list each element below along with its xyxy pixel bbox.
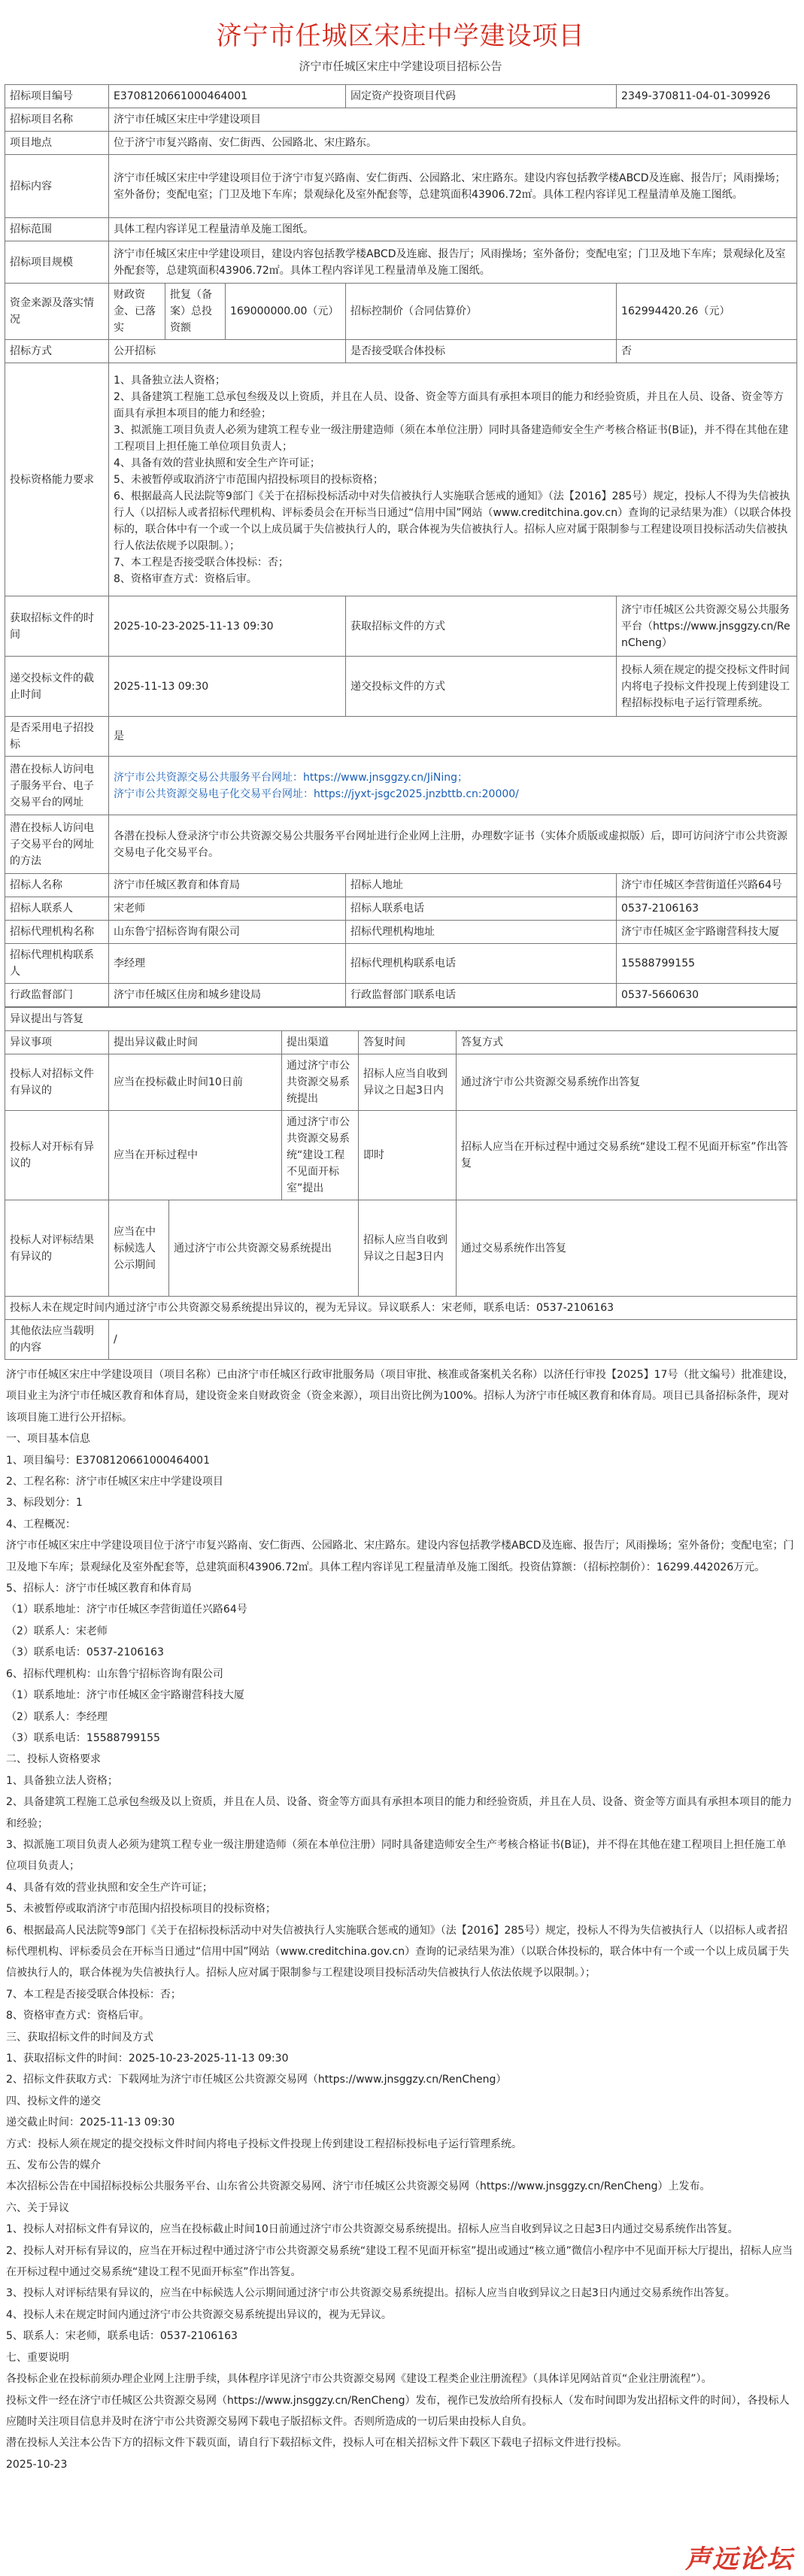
bid-no-label: 招标项目编号 — [5, 85, 109, 108]
body-line: 二、投标人资格要求 — [6, 1753, 101, 1766]
tenderer-addr-value: 济宁市任城区李营街道任兴路64号 — [617, 874, 797, 897]
objection-deadline: 应当在投标截止时间10日前 — [109, 1054, 282, 1111]
get-time-label: 获取招标文件的时间 — [5, 596, 109, 657]
supervise-value: 济宁市任城区住房和城乡建设局 — [109, 984, 346, 1007]
body-line: 5、联系人：宋老师，联系电话：0537-2106163 — [6, 2330, 238, 2343]
method-value: 公开招标 — [109, 340, 346, 363]
project-name-value: 济宁市任城区宋庄中学建设项目 — [109, 108, 797, 132]
objection-deadline: 应当在中标候选人公示期间 — [109, 1200, 169, 1297]
ability-item: 8、资格审查方式：资格后审。 — [114, 572, 257, 585]
other-value: / — [109, 1320, 797, 1360]
union-value: 否 — [617, 340, 797, 363]
body-line: 3、拟派施工项目负责人必须为建筑工程专业一级注册建造师（须在本单位注册）同时具备建造师安全生产考核合格证书(B证)，并不得在其他在建工程项目上担任施工单位项目负责人； — [6, 1838, 787, 1873]
tenderer-person-value: 宋老师 — [109, 897, 346, 921]
body-line: 各投标企业在投标前须办理企业网上注册手续，具体程序详见济宁市公共资源交易网《建设工程类企业注册流程》（具体详见网站首页“企业注册流程”）。 — [6, 2373, 712, 2386]
body-line: （2）联系人：李经理 — [6, 1710, 108, 1723]
objection-channel: 通过济宁市公共资源交易系统提出 — [169, 1200, 359, 1297]
supervise-label: 行政监督部门 — [5, 984, 109, 1007]
body-line: （1）联系地址：济宁市任城区李营街道任兴路64号 — [6, 1604, 247, 1616]
agent-person-value: 李经理 — [109, 944, 346, 984]
info-table — [5, 84, 797, 1007]
submit-way-value: 投标人须在规定的提交投标文件时间内将电子投标文件投现上传到建设工程招标投标电子运行管理系统。 — [617, 657, 797, 717]
body-line: 递交截止时间：2025-11-13 09:30 — [6, 2116, 175, 2129]
body-line: 1、项目编号：E3708120661000464001 — [6, 1454, 210, 1467]
body-line: 8、资格审查方式：资格后审。 — [6, 2010, 150, 2022]
objection-header: 提出异议截止时间 — [109, 1031, 282, 1054]
body-line: 7、本工程是否接受联合体投标：否； — [6, 1988, 181, 2001]
ability-item: 2、具备建筑工程施工总承包叁级及以上资质，并且在人员、设备、资金等方面具有承担本项目的能力和经验资质，并且在人员、设备、资金等方面具有承担本项目的能力和经验； — [114, 390, 784, 420]
service-platform-value — [109, 757, 797, 815]
objection-header: 答复方式 — [457, 1031, 797, 1054]
page-title: 济宁市任城区宋庄中学建设项目 — [216, 21, 585, 51]
ability-item: 6、根据最高人民法院等9部门《关于在招标投标活动中对失信被执行人实施联合惩戒的通知》（法【2016】285号）规定，投标人不得为失信被执行人（以招标人或者招标代理机构、评标委员会在开标当日通过“信用中国”网站（www.creditchina.gov.cn）查询的记录结果为准）（以联合体投标的，联合体中有一个或一个以上成员属于失信被执行人的，联合体视为失信被执行人。招标人应对属于限制参与工程建设项目投标活动失信被执行人依法依规予以限制。）； — [114, 490, 792, 552]
body-line: 4、工程概况： — [6, 1518, 76, 1531]
body-line: 方式：投标人须在规定的提交投标文件时间内将电子投标文件投现上传到建设工程招标投标电子运行管理系统。 — [6, 2138, 522, 2150]
page-subtitle: 济宁市任城区宋庄中学建设项目招标公告 — [299, 59, 502, 73]
body-line: 四、投标文件的递交 — [6, 2095, 101, 2107]
objection-table — [5, 1007, 797, 1360]
announcement-page — [5, 0, 796, 2475]
service-platform-label: 潜在投标人访问电子服务平台、电子交易平台的网址 — [5, 757, 109, 815]
objection-reply-way: 招标人应当在开标过程中通过交易系统“建设工程不见面开标室”作出答复 — [457, 1111, 797, 1200]
body-line: 2、招标文件获取方式：下载网址为济宁市任城区公共资源交易网（https://www.jnsggzy.cn/RenCheng） — [6, 2074, 507, 2086]
tenderer-phone-label: 招标人联系电话 — [346, 897, 617, 921]
trade-platform-link[interactable]: 济宁市公共资源交易电子化交易平台网址：https://jyxt-jsgc2025.jnzbttb.cn:20000/ — [114, 787, 519, 800]
approve-value: 169000000.00（元） — [226, 284, 346, 340]
get-time-value: 2025-10-23-2025-11-13 09:30 — [109, 596, 346, 657]
electronic-value: 是 — [109, 717, 797, 757]
scale-value: 济宁市任城区宋庄中学建设项目，建设内容包括教学楼ABCD及连廊、报告厅；风雨操场；室外备份；变配电室；门卫及地下车库；景观绿化及室外配套等，总建筑面积43906.72㎡。具体工程内容详见工程量清单及施工图纸。 — [109, 241, 797, 284]
objection-item: 投标人对招标文件有异议的 — [5, 1054, 109, 1111]
tenderer-label: 招标人名称 — [5, 874, 109, 897]
control-label: 招标控制价（合同估算价） — [346, 284, 617, 340]
get-way-label: 获取招标文件的方式 — [346, 596, 617, 657]
union-label: 是否接受联合体投标 — [346, 340, 617, 363]
electronic-label: 是否采用电子招投标 — [5, 717, 109, 757]
method-label: 招标方式 — [5, 340, 109, 363]
body-line: 投标文件一经在济宁市任城区公共资源交易网（https://www.jnsggzy.cn/RenCheng）发布，视作已发放给所有投标人（发布时间即为发出招标文件的时间），各投标人应随时关注项目信息并及时在济宁市公共资源交易网下载电子版招标文件。否则所造成的一切后果由投标人自负。 — [6, 2394, 790, 2428]
scale-label: 招标项目规模 — [5, 241, 109, 284]
objection-reply-time: 即时 — [359, 1111, 457, 1200]
body-line: 七、重要说明 — [6, 2351, 69, 2364]
project-name-label: 招标项目名称 — [5, 108, 109, 132]
service-platform-link[interactable]: 济宁市公共资源交易公共服务平台网址：https://www.jnsggzy.cn/JiNing； — [114, 771, 469, 784]
objection-header: 提出渠道 — [282, 1031, 359, 1054]
tenderer-phone-value: 0537-2106163 — [617, 897, 797, 921]
objection-channel: 通过济宁市公共资源交易系统“建设工程不见面开标室”提出 — [282, 1111, 359, 1200]
body-line: 4、具备有效的营业执照和安全生产许可证； — [6, 1881, 213, 1894]
scope-label: 招标范围 — [5, 218, 109, 241]
objection-header: 异议事项 — [5, 1031, 109, 1054]
scope-value: 具体工程内容详见工程量清单及施工图纸。 — [109, 218, 797, 241]
objection-note: 投标人未在规定时间内通过济宁市公共资源交易系统提出异议的，视为无异议。异议联系人：宋老师，联系电话：0537-2106163 — [5, 1297, 797, 1320]
body-line: （2）联系人：宋老师 — [6, 1625, 108, 1637]
body-line: 6、根据最高人民法院等9部门《关于在招标投标活动中对失信被执行人实施联合惩戒的通知》（法【2016】285号）规定，投标人不得为失信被执行人（以招标人或者招标代理机构、评标委员会在开标当日通过“信用中国”网站（www.creditchina.gov.cn）查询的记录结果为准）（以联合体投标的，联合体中有一个或一个以上成员属于失信被执行人的，联合体视为失信被执行人。招标人应对属于限制参与工程建设项目投标活动失信被执行人依法依规予以限制。）； — [6, 1924, 790, 1980]
body-line: 2、投标人对开标有异议的，应当在开标过程中通过济宁市公共资源交易系统“建设工程不见面开标室”提出或通过“核立通”微信小程序中不见面开标大厅提出，招标人应当在开标过程中通过交易系统“建设工程不见面开标室”作出答复。 — [6, 2244, 793, 2279]
body-line: 潜在投标人关注本公告下方的招标文件下载页面，请自行下载招标文件，投标人可在相关招标文件下载区下载电子招标文件进行投标。 — [6, 2437, 627, 2450]
body-line: 5、招标人：济宁市任城区教育和体育局 — [6, 1582, 192, 1595]
agent-addr-label: 招标代理机构地址 — [346, 921, 617, 944]
body-line: 2、具备建筑工程施工总承包叁级及以上资质，并且在人员、设备、资金等方面具有承担本项目的能力和经验资质，并且在人员、设备、资金等方面具有承担本项目的能力和经验； — [6, 1796, 792, 1830]
tenderer-addr-label: 招标人地址 — [346, 874, 617, 897]
other-label: 其他依法应当载明的内容 — [5, 1320, 109, 1360]
submit-time-value: 2025-11-13 09:30 — [109, 657, 346, 717]
ability-label: 投标资格能力要求 — [5, 363, 109, 596]
objection-header: 答复时间 — [359, 1031, 457, 1054]
ability-item: 5、未被暂停或取消济宁市范围内招投标项目的投标资格； — [114, 473, 384, 486]
location-label: 项目地点 — [5, 132, 109, 155]
location-value: 位于济宁市复兴路南、安仁街西、公园路北、宋庄路东。 — [109, 132, 797, 155]
submit-time-label: 递交投标文件的截止时间 — [5, 657, 109, 717]
body-line: 3、标段划分：1 — [6, 1497, 83, 1509]
tenderer-value: 济宁市任城区教育和体育局 — [109, 874, 346, 897]
ability-item: 7、本工程是否接受联合体投标：否； — [114, 556, 289, 569]
objection-reply-way: 通过济宁市公共资源交易系统作出答复 — [457, 1054, 797, 1111]
get-way-value[interactable]: 济宁市任城区公共资源交易公共服务平台（https://www.jnsggzy.cn/RenCheng） — [617, 596, 797, 657]
agent-phone-label: 招标代理机构联系电话 — [346, 944, 617, 984]
tenderer-person-label: 招标人联系人 — [5, 897, 109, 921]
platform-method-label: 潜在投标人访问电子交易平台的网址的方法 — [5, 815, 109, 874]
agent-person-label: 招标代理机构联系人 — [5, 944, 109, 984]
objection-item: 投标人对评标结果有异议的 — [5, 1200, 109, 1297]
body-intro: 济宁市任城区宋庄中学建设项目（项目名称）已由济宁市任城区行政审批服务局（项目审批、核准或备案机关名称）以济任行审投【2025】17号（批文编号）批准建设，项目业主为济宁市任城区教育和体育局，建设资金来自财政资金（资金来源），项目出资比例为100%。招标人为济宁市任城区教育和体育局。项目已具备招标条件，现对该项目施工进行公开招标。 — [6, 1369, 794, 1424]
platform-method-value: 各潜在投标人登录济宁市公共资源交易公共服务平台网址进行企业网上注册，办理数字证书（实体介质版或虚拟版）后，即可访问济宁市公共资源交易电子化交易平台。 — [109, 815, 797, 874]
invest-code-value: 2349-370811-04-01-309926 — [617, 85, 797, 108]
submit-way-label: 递交投标文件的方式 — [346, 657, 617, 717]
body-line: 1、投标人对招标文件有异议的，应当在投标截止时间10日前通过济宁市公共资源交易系统提出。招标人应当自收到异议之日起3日内通过交易系统作出答复。 — [6, 2223, 739, 2236]
objection-reply-time: 招标人应当自收到异议之日起3日内 — [359, 1054, 457, 1111]
body-line: 本次招标公告在中国招标投标公共服务平台、山东省公共资源交易网、济宁市任城区公共资源交易网（https://www.jnsggzy.cn/RenCheng）上发布。 — [6, 2180, 711, 2193]
agent-addr-value: 济宁市任城区金宇路谢营科技大厦 — [617, 921, 797, 944]
body-line: 6、招标代理机构：山东鲁宁招标咨询有限公司 — [6, 1667, 223, 1680]
objection-deadline: 应当在开标过程中 — [109, 1111, 282, 1200]
control-value: 162994420.26（元） — [617, 284, 797, 340]
body-line: 2、工程名称：济宁市任城区宋庄中学建设项目 — [6, 1476, 223, 1488]
body-line: 4、投标人未在规定时间内通过济宁市公共资源交易系统提出异议的，视为无异议。 — [6, 2308, 392, 2321]
objection-channel: 通过济宁市公共资源交易系统提出 — [282, 1054, 359, 1111]
body-line: 3、投标人对评标结果有异议的，应当在中标候选人公示期间通过济宁市公共资源交易系统提出。招标人应当自收到异议之日起3日内通过交易系统作出答复。 — [6, 2287, 736, 2300]
objection-title: 异议提出与答复 — [5, 1008, 797, 1031]
body-line: （3）联系电话：0537-2106163 — [6, 1646, 164, 1659]
body-line: 2025-10-23 — [6, 2458, 68, 2471]
body-line: 1、获取招标文件的时间：2025-10-23-2025-11-13 09:30 — [6, 2053, 289, 2065]
objection-item: 投标人对开标有异议的 — [5, 1111, 109, 1200]
body-line: 五、发布公告的媒介 — [6, 2159, 101, 2172]
fund-sub-label: 财政资金、已落实 — [109, 284, 165, 340]
content-value: 济宁市任城区宋庄中学建设项目位于济宁市复兴路南、安仁街西、公园路北、宋庄路东。建设内容包括教学楼ABCD及连廊、报告厅；风雨操场；室外备份；变配电室；门卫及地下车库；景观绿化及室外配套等，总建筑面积43906.72㎡。具体工程内容详见工程量清单及施工图纸。 — [109, 155, 797, 218]
agent-label: 招标代理机构名称 — [5, 921, 109, 944]
body-line: （3）联系电话：15588799155 — [6, 1731, 160, 1744]
bid-no-value: E3708120661000464001 — [109, 85, 346, 108]
ability-list — [109, 363, 797, 596]
supervise-phone-label: 行政监督部门联系电话 — [346, 984, 617, 1007]
ability-item: 1、具备独立法人资格； — [114, 374, 226, 387]
site-logo: 声远论坛 — [685, 2544, 793, 2574]
ability-item: 4、具备有效的营业执照和安全生产许可证； — [114, 457, 320, 469]
body-line: 1、具备独立法人资格； — [6, 1774, 118, 1787]
body-line: 三、获取招标文件的时间及方式 — [6, 2031, 153, 2044]
invest-code-label: 固定资产投资项目代码 — [346, 85, 617, 108]
approve-label: 批复（备案）总投资额 — [165, 284, 226, 340]
agent-phone-value: 15588799155 — [617, 944, 797, 984]
ability-item: 3、拟派施工项目负责人必须为建筑工程专业一级注册建造师（须在本单位注册）同时具备建造师安全生产考核合格证书(B证)，并不得在其他在建工程项目上担任施工单位项目负责人； — [114, 423, 789, 453]
body-line: 六、关于异议 — [6, 2201, 69, 2214]
body-line: 5、未被暂停或取消济宁市范围内招投标项目的投标资格； — [6, 1903, 276, 1916]
body-line: 一、项目基本信息 — [6, 1433, 90, 1446]
supervise-phone-value: 0537-5660630 — [617, 984, 797, 1007]
content-label: 招标内容 — [5, 155, 109, 218]
objection-reply-time: 招标人应当自收到异议之日起3日内 — [359, 1200, 457, 1297]
body-line: 济宁市任城区宋庄中学建设项目位于济宁市复兴路南、安仁街西、公园路北、宋庄路东。建设内容包括教学楼ABCD及连廊、报告厅；风雨操场；室外备份；变配电室；门卫及地下车库；景观绿化及室外配套等，总建筑面积43906.72㎡。具体工程内容详见工程量清单及施工图纸。投资估算额：（招标控制价）：16299.442026万元。 — [6, 1540, 794, 1573]
agent-value: 山东鲁宁招标咨询有限公司 — [109, 921, 346, 944]
fund-label: 资金来源及落实情况 — [5, 284, 109, 340]
body-line: （1）联系地址：济宁市任城区金宇路谢营科技大厦 — [6, 1689, 244, 1702]
announcement-body — [6, 1364, 795, 2475]
objection-reply-way: 通过交易系统作出答复 — [457, 1200, 797, 1297]
